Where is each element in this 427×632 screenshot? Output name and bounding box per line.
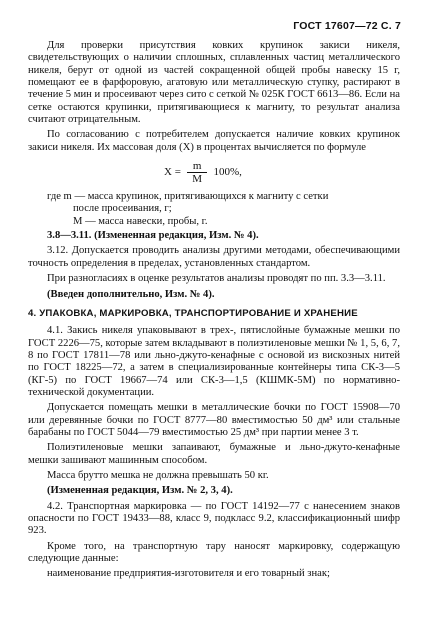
formula-lhs: X = xyxy=(164,166,181,179)
amendment-note: (Измененная редакция, Изм. № 2, 3, 4). xyxy=(47,485,233,497)
amendment-note: 3.8—3.11. (Измененная редакция, Изм. № 4). xyxy=(47,230,259,242)
formula-denominator: M xyxy=(192,173,203,186)
paragraph-4-2: 4.2. Транспортная маркировка — по ГОСТ 14192—77 с нанесением знаков опасности по ГОСТ 19433—88, класс 9, подкласс 9.2, классификационный шифр 923. xyxy=(28,500,400,537)
formula-rhs: 100%, xyxy=(213,166,242,179)
paragraph-marking: Кроме того, на транспортную тару наносят маркировку, содержащую следующие данные: xyxy=(28,540,400,565)
paragraph-4-1: 4.1. Закись никеля упаковывают в трех-, пятислойные бумажные мешки по ГОСТ 2226—75, которые затем вкладывают в полиэтиленовые мешки № 1, 5, 6, 7, 8 по ГОСТ 17811—78 или льнo-джуто-кенафные с основой из вискозных нитей по ГОСТ 18225—72, а затем в специализированные контейнеры типа СК-3—5 (КГ-5) по ГОСТ 19667—74 или СК-3—1,5 (КШМК-5М) по нормативно-технической документации. xyxy=(28,325,400,398)
amendment-note: (Введен дополнительно, Изм. № 4). xyxy=(47,288,215,300)
legend-m-cont: после просеивания, г; xyxy=(73,203,172,215)
paragraph-manufacturer: наименование предприятия-изготовителя и его товарный знак; xyxy=(47,568,330,580)
paragraph-barrels: Допускается помещать мешки в металлические бочки по ГОСТ 15908—70 или деревянные бочки по ГОСТ 8777—80 вместимостью 50 дм³ или стальные барабаны по ГОСТ 5044—79 вместимостью 25 дм³ при партии менее 3 т. xyxy=(28,402,400,438)
paragraph-disagreement: При разногласиях в оценке результатов анализы проводят по пп. 3.3—3.11. xyxy=(47,273,386,285)
section-heading: 4. УПАКОВКА, МАРКИРОВКА, ТРАНСПОРТИРОВАНИЕ И ХРАНЕНИЕ xyxy=(28,307,358,319)
paragraph-gross-mass: Масса брутто мешка не должна превышать 50 кг. xyxy=(47,469,269,481)
paragraph-sealing: Полиэтиленовые мешки запаивают, бумажные и льно-джуто-кенафные мешки зашивают машинным способом. xyxy=(28,442,400,466)
paragraph-nickel-check: Для проверки присутствия ковких крупинок закиси никеля, свидетельствующих о наличии сплошных, сплавленных частиц металлического никеля, берут от одной из частей сокращенной общей пробы навеску 15 г, помещают ее в фарфоровую, агатовую или металлическую ступку, растирают в течение 5 мин и просеивают через сито с сеткой № 025К ГОСТ 6613—86. Если на сетке остаются крупинки, притягивающиеся к магниту, то результат анализа считают отрицательным. xyxy=(28,40,400,126)
formula-numerator: m xyxy=(187,160,208,173)
page-header: ГОСТ 17607—72 С. 7 xyxy=(293,20,401,32)
paragraph-3-12: 3.12. Допускается проводить анализы другими методами, обеспечивающими точность определения в пределах, установленных стандартом. xyxy=(28,245,400,269)
formula xyxy=(164,160,400,185)
formula-fraction xyxy=(187,160,208,185)
page-content xyxy=(28,40,400,584)
paragraph-agreement: По согласованию с потребителем допускается наличие ковких крупинок закиси никеля. Их массовая доля (X) в процентах вычисляется по формуле xyxy=(28,129,400,153)
formula-legend xyxy=(28,191,400,228)
legend-m: где m — масса крупинок, притягивающихся к магниту с сетки xyxy=(47,191,329,203)
legend-M: M — масса навески, пробы, г. xyxy=(73,215,208,227)
